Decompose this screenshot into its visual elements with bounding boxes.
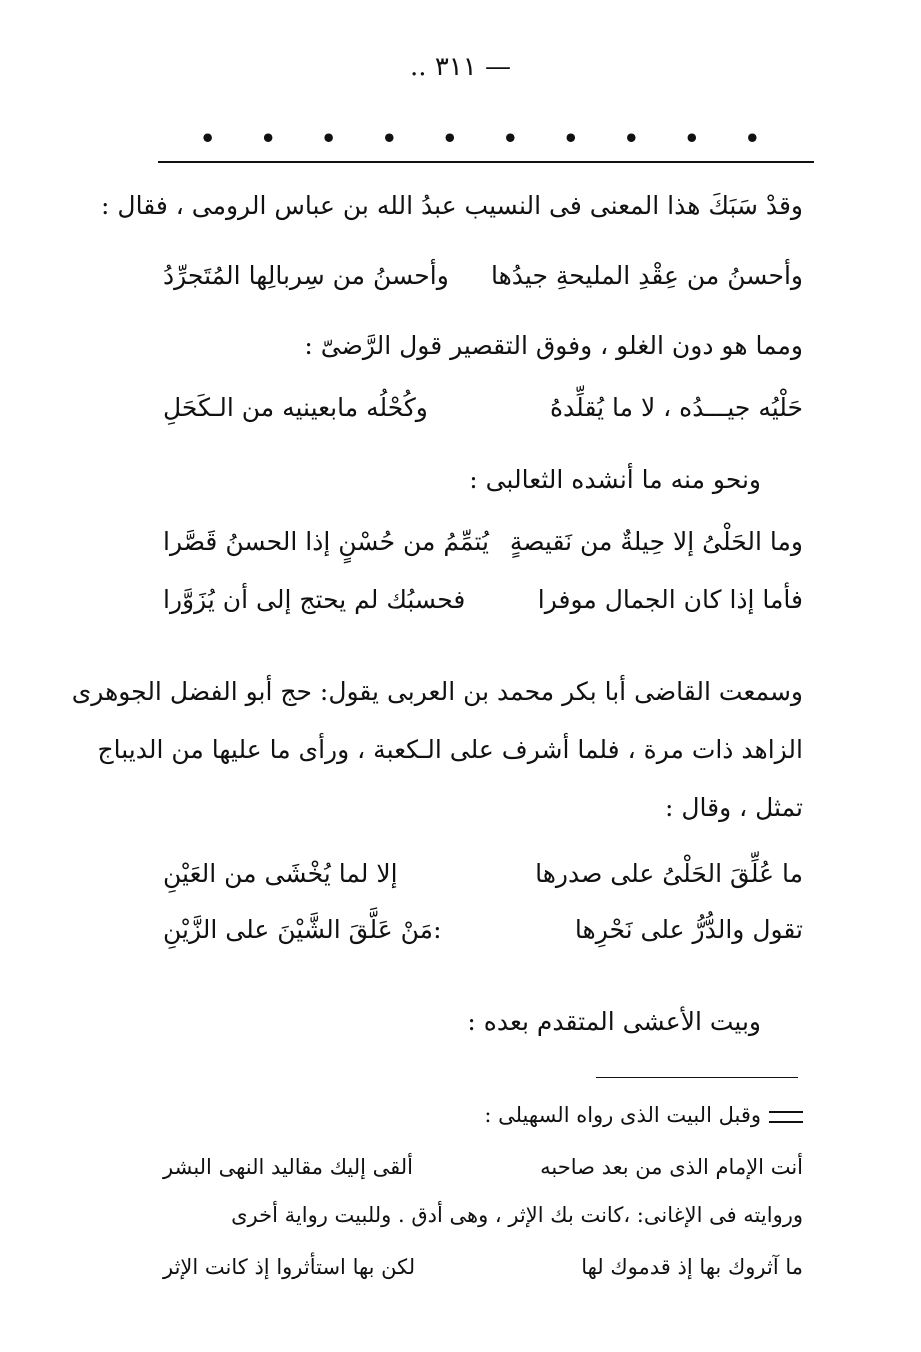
footnote-marker — [769, 1111, 803, 1123]
verse-hemistich-second: وكُحْلُه مابعينيه من الـكَحَلِ — [163, 393, 428, 422]
verse-hemistich-second: لكن بها استأثروا إذ كانت الإثر — [163, 1255, 416, 1279]
dot: • — [502, 124, 518, 153]
verse-hemistich-first: وما الحَلْىُ إلا حِيلةٌ من نَقيصةٍ — [509, 527, 803, 556]
footnote-verse — [163, 1152, 803, 1182]
verse-hemistich-first: ما عُلِّقَ الحَلْىُ على صدرها — [535, 859, 803, 888]
verse-hemistich-first: تقول والدُّرُّ على نَحْرِها — [574, 915, 803, 944]
verse-hemistich-first: وأحسنُ من عِقْدِ المليحةِ جيدُها — [491, 261, 803, 290]
verse-hemistich-first: حَلْيُه جيـــدُه ، لا ما يُقلِّدهُ — [549, 393, 803, 422]
header-rule — [158, 161, 814, 163]
paragraph-line: وقدْ سَبَكَ هذا المعنى فى النسيب عبدُ الله بن عباس الرومى ، فقال : — [101, 191, 803, 220]
footnote-line — [484, 1100, 803, 1130]
verse-line — [163, 582, 803, 618]
verse-hemistich-second: يُتمِّمُ من حُسْنٍ إذا الحسنُ قَصَّرا — [163, 527, 489, 556]
dot: • — [563, 124, 579, 153]
verse-hemistich-second: وأحسنُ من سِربالِها المُتَجرِّدُ — [163, 261, 449, 290]
paragraph-line: وبيت الأعشى المتقدم بعده : — [467, 1007, 761, 1036]
footnote-line: وروايته فى الإغانى: ،كانت بك الإثر ، وهى أدق . وللبيت رواية أخرى — [231, 1203, 803, 1227]
verse-line — [163, 912, 803, 948]
dot: • — [684, 124, 700, 153]
dot: • — [381, 124, 397, 153]
dot: • — [623, 124, 639, 153]
dot: • — [200, 124, 216, 153]
paragraph-line: تمثل ، وقال : — [664, 793, 803, 822]
verse-hemistich-second: :مَنْ عَلَّقَ الشَّيْنَ على الزَّيْنِ — [163, 915, 442, 944]
paragraph-line: الزاهد ذات مرة ، فلما أشرف على الـكعبة ، ورأى ما عليها من الديباج — [97, 735, 803, 764]
verse-hemistich-second: إلا لما يُخْشَى من العَيْنِ — [163, 859, 398, 888]
footnote-rule — [596, 1077, 798, 1078]
dot: • — [744, 124, 760, 153]
verse-line — [163, 856, 803, 892]
verse-hemistich-second: فحسبُك لم يحتج إلى أن يُزَوَّرا — [163, 585, 466, 614]
footnote-text: وقبل البيت الذى رواه السهيلى : — [484, 1103, 761, 1127]
verse-hemistich-second: ألقى إليك مقاليد النهى البشر — [163, 1155, 414, 1179]
verse-hemistich-first: ما آثروك بها إذ قدموك لها — [581, 1255, 803, 1279]
paragraph-line: ومما هو دون الغلو ، وفوق التقصير قول الرَّضىّ : — [304, 331, 803, 360]
verse-line — [163, 524, 803, 560]
paragraph-line: ونحو منه ما أنشده الثعالبى : — [469, 465, 761, 494]
dot: • — [321, 124, 337, 153]
ellipsis-dots — [200, 124, 760, 153]
verse-hemistich-first: أنت الإمام الذى من بعد صاحبه — [540, 1155, 803, 1179]
page-number: — ٣١١ .. — [410, 52, 511, 82]
footnote-verse — [163, 1252, 803, 1282]
verse-line — [163, 258, 803, 294]
verse-hemistich-first: فأما إذا كان الجمال موفرا — [537, 585, 803, 614]
dot: • — [442, 124, 458, 153]
paragraph-line: وسمعت القاضى أبا بكر محمد بن العربى يقول: حج أبو الفضل الجوهرى — [71, 677, 803, 706]
dot: • — [260, 124, 276, 153]
verse-line — [163, 390, 803, 426]
